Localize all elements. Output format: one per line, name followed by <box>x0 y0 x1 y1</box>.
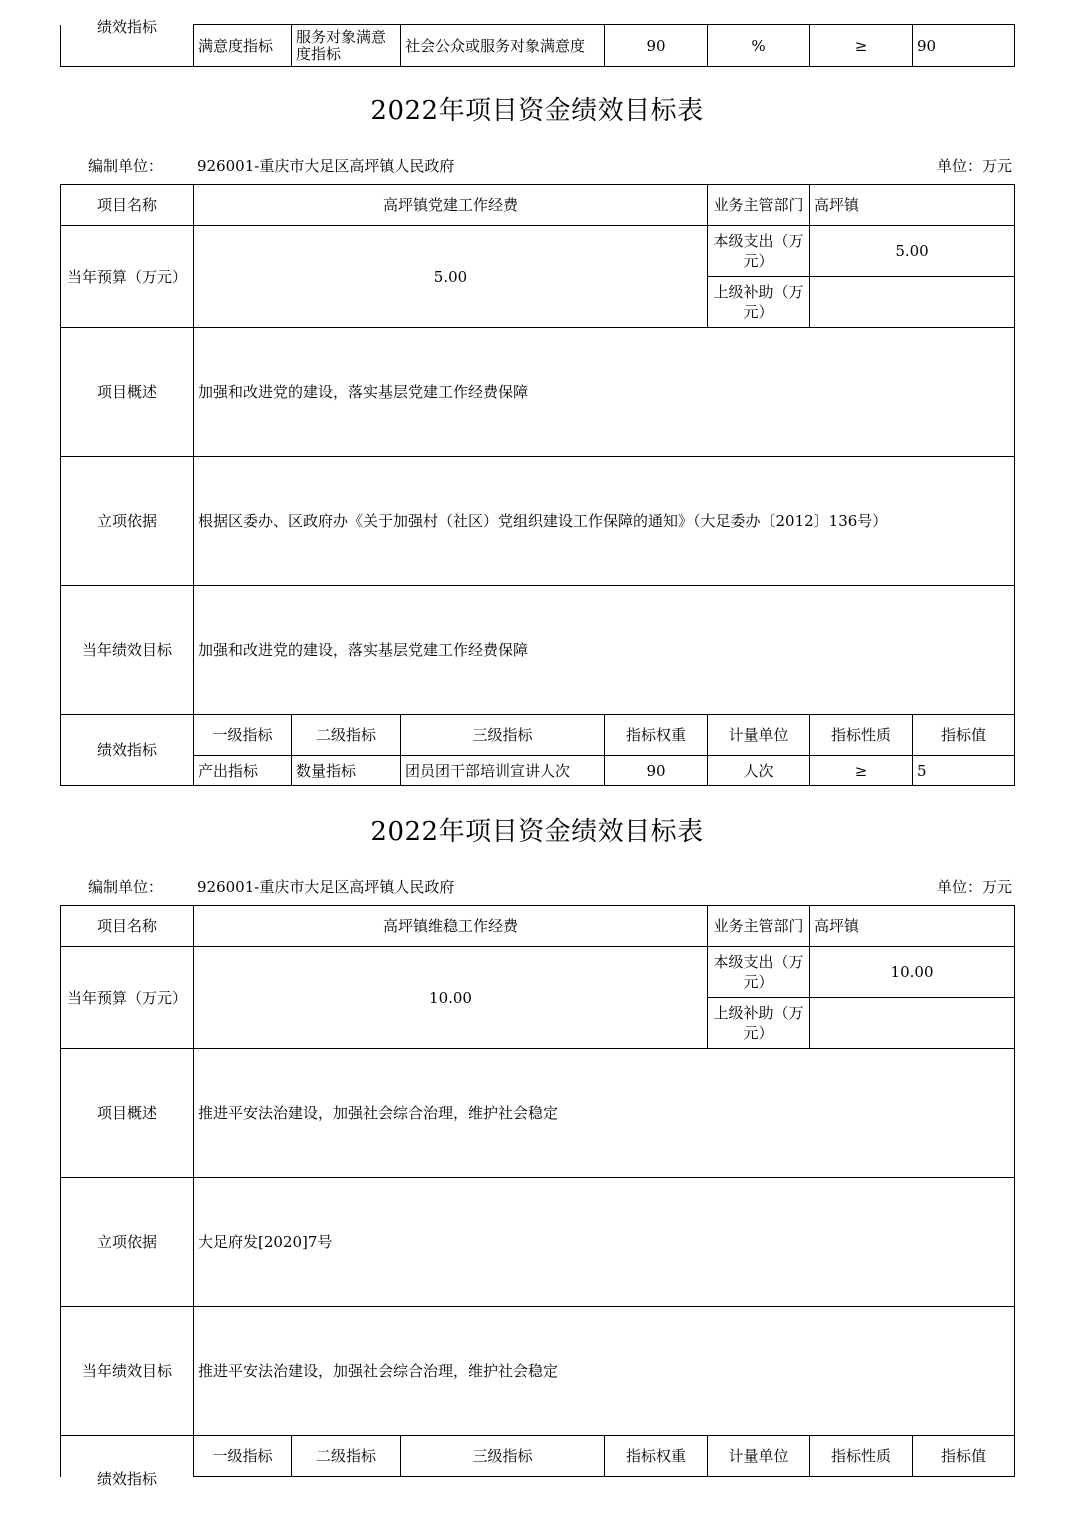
table-title: 2022年项目资金绩效目标表 <box>370 96 704 126</box>
org-label: 编制单位： <box>88 157 164 175</box>
header-level2: 二级指标 <box>292 1436 401 1477</box>
header-nature: 指标性质 <box>810 1436 913 1477</box>
weight-cell: 90 <box>605 756 708 786</box>
local-expense-label: 本级支出（万元） <box>708 947 810 998</box>
upper-subsidy-value <box>810 277 1015 328</box>
value-cell: 5 <box>913 756 1015 786</box>
basis-label: 立项依据 <box>61 1178 194 1307</box>
budget-label: 当年预算（万元） <box>61 226 194 328</box>
table-row <box>61 756 1015 786</box>
weight-cell: 90 <box>605 25 708 67</box>
budget-value: 10.00 <box>194 947 708 1049</box>
local-expense-value: 5.00 <box>810 226 1015 277</box>
overview-label: 项目概述 <box>61 1049 194 1178</box>
budget-value: 5.00 <box>194 226 708 328</box>
header-level3: 三级指标 <box>401 715 605 756</box>
unit-cell: 人次 <box>708 756 810 786</box>
header-weight: 指标权重 <box>605 715 708 756</box>
goal-value: 加强和改进党的建设，落实基层党建工作经费保障 <box>194 586 1015 715</box>
perf-indicator-label: 绩效指标 <box>61 1436 194 1477</box>
unit-label: 单位：万元 <box>936 878 1012 896</box>
project-name-value: 高坪镇维稳工作经费 <box>194 906 708 947</box>
level1-cell: 满意度指标 <box>194 25 292 67</box>
goal-label: 当年绩效目标 <box>61 1307 194 1436</box>
dept-label: 业务主管部门 <box>708 906 810 947</box>
level1-cell: 产出指标 <box>194 756 292 786</box>
org-label: 编制单位： <box>88 878 164 896</box>
header-value: 指标值 <box>913 1436 1015 1477</box>
performance-table <box>60 184 1015 786</box>
overview-value: 推进平安法治建设，加强社会综合治理，维护社会稳定 <box>194 1049 1015 1178</box>
upper-subsidy-label: 上级补助（万元） <box>708 277 810 328</box>
upper-subsidy-label: 上级补助（万元） <box>708 998 810 1049</box>
nature-cell: ≥ <box>810 25 913 67</box>
header-level2: 二级指标 <box>292 715 401 756</box>
header-unit: 计量单位 <box>708 1436 810 1477</box>
header-level1: 一级指标 <box>194 715 292 756</box>
basis-value: 大足府发[2020]7号 <box>194 1178 1015 1307</box>
value-cell: 90 <box>913 25 1015 67</box>
overview-value: 加强和改进党的建设，落实基层党建工作经费保障 <box>194 328 1015 457</box>
unit-cell: % <box>708 25 810 67</box>
nature-cell: ≥ <box>810 756 913 786</box>
header-level1: 一级指标 <box>194 1436 292 1477</box>
header-unit: 计量单位 <box>708 715 810 756</box>
header-weight: 指标权重 <box>605 1436 708 1477</box>
goal-label: 当年绩效目标 <box>61 586 194 715</box>
perf-indicator-label: 绩效指标 <box>61 25 194 67</box>
top-fragment-table <box>60 17 1015 67</box>
header-nature: 指标性质 <box>810 715 913 756</box>
upper-subsidy-value <box>810 998 1015 1049</box>
header-value: 指标值 <box>913 715 1015 756</box>
basis-label: 立项依据 <box>61 457 194 586</box>
dept-label: 业务主管部门 <box>708 185 810 226</box>
header-level3: 三级指标 <box>401 1436 605 1477</box>
org-value: 926001-重庆市大足区高坪镇人民政府 <box>197 878 455 896</box>
table-title: 2022年项目资金绩效目标表 <box>370 817 704 847</box>
dept-value: 高坪镇 <box>810 185 1015 226</box>
budget-label: 当年预算（万元） <box>61 947 194 1049</box>
goal-value: 推进平安法治建设，加强社会综合治理，维护社会稳定 <box>194 1307 1015 1436</box>
level3-cell: 社会公众或服务对象满意度 <box>401 25 605 67</box>
level2-cell: 服务对象满意度指标 <box>292 25 401 67</box>
level3-cell: 团员团干部培训宣讲人次 <box>401 756 605 786</box>
project-name-value: 高坪镇党建工作经费 <box>194 185 708 226</box>
org-value: 926001-重庆市大足区高坪镇人民政府 <box>197 157 455 175</box>
local-expense-value: 10.00 <box>810 947 1015 998</box>
dept-value: 高坪镇 <box>810 906 1015 947</box>
project-name-label: 项目名称 <box>61 906 194 947</box>
overview-label: 项目概述 <box>61 328 194 457</box>
level2-cell: 数量指标 <box>292 756 401 786</box>
basis-value: 根据区委办、区政府办《关于加强村（社区）党组织建设工作保障的通知》（大足委办〔2012〕136号） <box>194 457 1015 586</box>
perf-indicator-label: 绩效指标 <box>61 715 194 786</box>
unit-label: 单位：万元 <box>936 157 1012 175</box>
performance-table <box>60 905 1015 1488</box>
project-name-label: 项目名称 <box>61 185 194 226</box>
local-expense-label: 本级支出（万元） <box>708 226 810 277</box>
